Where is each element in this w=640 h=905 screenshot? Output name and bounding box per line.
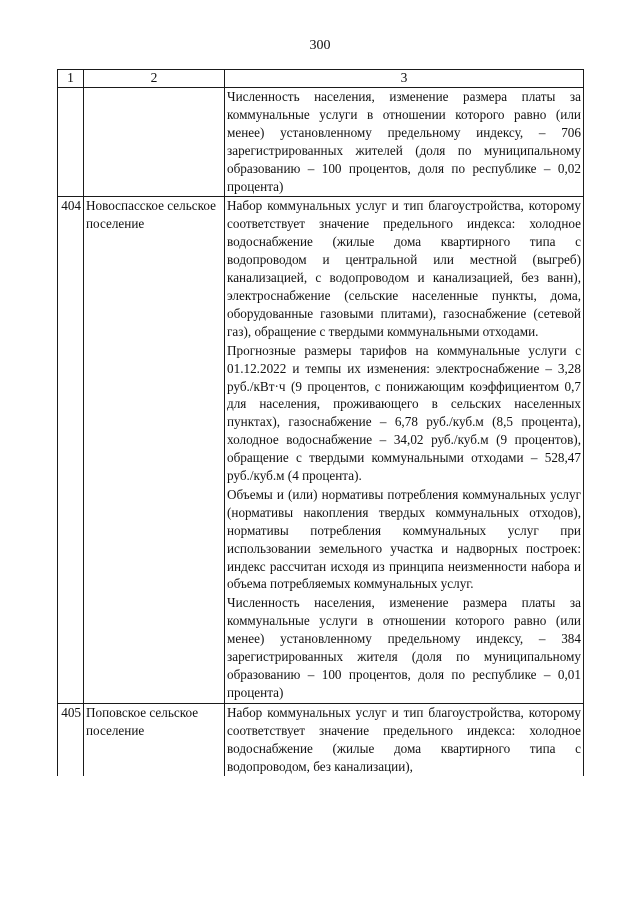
paragraph: Набор коммунальных услуг и тип благоустройства, которому соответствует значение предельного индекса: холодное водоснабжение (жилые дома квартирного типа с водопроводом, без канализации), [227,704,581,774]
table-header-row [58,70,584,88]
table-row [58,88,584,197]
header-col-2: 2 [84,70,225,88]
row-number [58,88,84,197]
row-number: 404 [58,197,84,703]
paragraph: Прогнозные размеры тарифов на коммунальные услуги с 01.12.2022 и темпы их изменения: электроснабжение – 3,28 руб./кВт·ч (9 процентов, с понижающим коэффициентом 0,7 для населения, проживающего в сельских населенных пунктах), газоснабжение – 6,78 руб./куб.м (8,5 процента), холодное водоснабжение – 34,02 руб./куб.м (9 процентов), обращение с твердыми коммунальными отходами – 528,47 руб./куб.м (4 процента). [227,342,581,484]
settlement-name: Поповское сельское поселение [84,703,225,776]
page-number: 300 [309,38,331,53]
row-number: 405 [58,703,84,776]
paragraph: Набор коммунальных услуг и тип благоустройства, которому соответствует значение предельного индекса: холодное водоснабжение (жилые дома квартирного типа с водопроводом и центральной или местной (выгреб) канализацией, с водопроводом и канализацией, без ванн), электроснабжение (сельские населенные пункты, дома, оборудованные газовыми плитами), газоснабжение (сетевой газ), обращение с твердыми коммунальными отходами. [227,198,581,339]
table-row [58,197,584,703]
paragraph: Численность населения, изменение размера платы за коммунальные услуги в отношении которого равно (или менее) установленному предельному индексу, – 384 зарегистрированных жителя (доля по муниципальному образованию – 100 процентов, доля по республике – 0,01 процента) [227,595,581,700]
settlement-name: Новоспасское сельское поселение [84,197,225,703]
table-row [58,703,584,776]
paragraph: Объемы и (или) нормативы потребления коммунальных услуг (нормативы накопления твердых коммунальных отходов), нормативы потребления коммунальных услуг при использовании земельного участка и надворных построек: индекс рассчитан исходя из принципа неизменности набора и объема потребляемых коммунальных услуг. [227,486,581,592]
settlement-name [84,88,225,197]
tariff-table [57,69,584,776]
header-col-3: 3 [225,70,584,88]
row-description [225,197,584,703]
paragraph: Численность населения, изменение размера платы за коммунальные услуги в отношении которого равно (или менее) установленному предельному индексу, – 706 зарегистрированных жителей (доля по муниципальному образованию – 100 процентов, доля по республике – 0,02 процента) [227,89,581,194]
header-col-1: 1 [58,70,84,88]
row-description [225,88,584,197]
row-description [225,703,584,776]
